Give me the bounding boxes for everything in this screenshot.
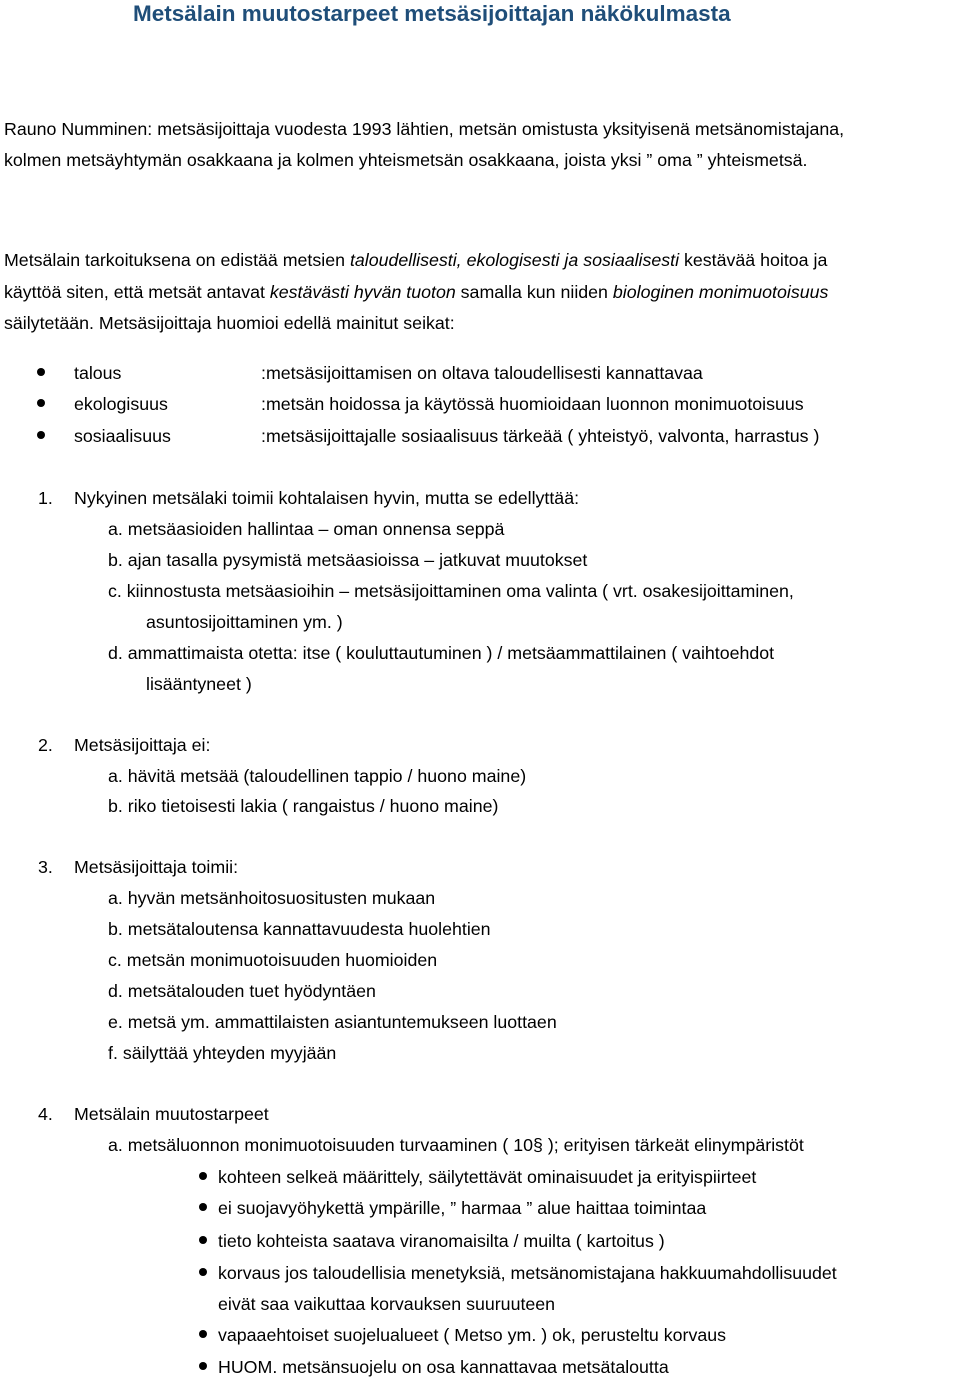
aspect-desc: :metsän hoidossa ja käytössä huomioidaan luonnon monimuotoisuus [261,394,804,414]
list-item-continuation: lisääntyneet ) [146,674,252,694]
bullet-icon [37,431,45,439]
list-item: c. metsän monimuotoisuuden huomioiden [108,950,438,970]
section-number: 3. [38,857,53,877]
section-number: 4. [38,1104,53,1124]
purpose-line-2 [4,281,828,303]
list-item: a. metsäluonnon monimuotoisuuden turvaaminen ( 10§ ); erityisen tärkeät elinympäristöt [108,1135,804,1155]
purpose-line-1 [4,249,827,271]
bullet-icon [199,1362,207,1370]
section-heading: Metsäsijoittaja ei: [74,735,211,755]
sub-bullet-item: tieto kohteista saatava viranomaisilta / muilta ( kartoitus ) [218,1231,665,1251]
list-item: a. metsäasioiden hallintaa – oman onnensa seppä [108,519,505,539]
sub-bullet-item: vapaaehtoiset suojelualueet ( Metso ym. ) ok, perusteltu korvaus [218,1325,727,1345]
bullet-icon [199,1203,207,1211]
list-item: d. ammattimaista otetta: itse ( kouluttautuminen ) / metsäammattilainen ( vaihtoehdot [108,643,775,663]
list-item: a. hävitä metsää (taloudellinen tappio / huono maine) [108,766,527,786]
section-heading: Nykyinen metsälaki toimii kohtalaisen hyvin, mutta se edellyttää: [74,488,580,508]
sub-bullet-item: HUOM. metsänsuojelu on osa kannattavaa metsätaloutta [218,1357,669,1377]
list-item: a. hyvän metsänhoitosuositusten mukaan [108,888,436,908]
list-item: b. ajan tasalla pysymistä metsäasioissa – jatkuvat muutokset [108,550,588,570]
section-heading: Metsäsijoittaja toimii: [74,857,239,877]
purpose-emphasis: taloudellisesti, ekologisesti ja sosiaalisesti [349,250,680,270]
aspect-name: talous [74,363,122,383]
page-title: Metsälain muutostarpeet metsäsijoittajan näkökulmasta [133,1,731,26]
purpose-emphasis: kestävästi hyvän tuoton [269,282,456,302]
section-number: 2. [38,735,53,755]
bullet-icon [37,368,45,376]
purpose-text: käyttöä siten, että metsät antavat [4,282,270,302]
sub-bullet-item: korvaus jos taloudellisia menetyksiä, metsänomistajana hakkuumahdollisuudet [218,1263,837,1283]
aspect-name: sosiaalisuus [74,426,171,446]
aspect-desc: :metsäsijoittamisen on oltava taloudellisesti kannattavaa [261,363,703,383]
purpose-text: samalla kun niiden [455,282,613,302]
section-number: 1. [38,488,53,508]
bullet-icon [199,1172,207,1180]
bullet-icon [199,1268,207,1276]
purpose-emphasis: biologinen monimuotoisuus [612,282,829,302]
bullet-icon [199,1236,207,1244]
intro-line-2: kolmen metsäyhtymän osakkaana ja kolmen yhteismetsän osakkaana, joista yksi ” oma ” yhteismetsä. [4,150,808,170]
bullet-icon [199,1330,207,1338]
purpose-text: Metsälain tarkoituksena on edistää metsien [4,250,350,270]
list-item: f. säilyttää yhteyden myyjään [108,1043,337,1063]
purpose-text: kestävää hoitoa ja [679,250,828,270]
purpose-line-3: säilytetään. Metsäsijoittaja huomioi edellä mainitut seikat: [4,313,455,333]
list-item: c. kiinnostusta metsäasioihin – metsäsijoittaminen oma valinta ( vrt. osakesijoittaminen, [108,581,794,601]
list-item: b. metsätaloutensa kannattavuudesta huolehtien [108,919,491,939]
intro-line-1: Rauno Numminen: metsäsijoittaja vuodesta 1993 lähtien, metsän omistusta yksityisenä metsänomistajana, [4,119,845,139]
list-item: d. metsätalouden tuet hyödyntäen [108,981,376,1001]
sub-bullet-item: kohteen selkeä määrittely, säilytettävät ominaisuudet ja erityispiirteet [218,1167,757,1187]
list-item: e. metsä ym. ammattilaisten asiantuntemukseen luottaen [108,1012,557,1032]
aspect-desc: :metsäsijoittajalle sosiaalisuus tärkeää ( yhteistyö, valvonta, harrastus ) [261,426,820,446]
list-item-continuation: asuntosijoittaminen ym. ) [146,612,343,632]
bullet-icon [37,399,45,407]
sub-bullet-item: ei suojavyöhykettä ympärille, ” harmaa ” alue haittaa toimintaa [218,1198,707,1218]
list-item: b. riko tietoisesti lakia ( rangaistus / huono maine) [108,796,499,816]
section-heading: Metsälain muutostarpeet [74,1104,269,1124]
sub-bullet-continuation: eivät saa vaikuttaa korvauksen suuruuteen [218,1294,556,1314]
aspect-name: ekologisuus [74,394,168,414]
